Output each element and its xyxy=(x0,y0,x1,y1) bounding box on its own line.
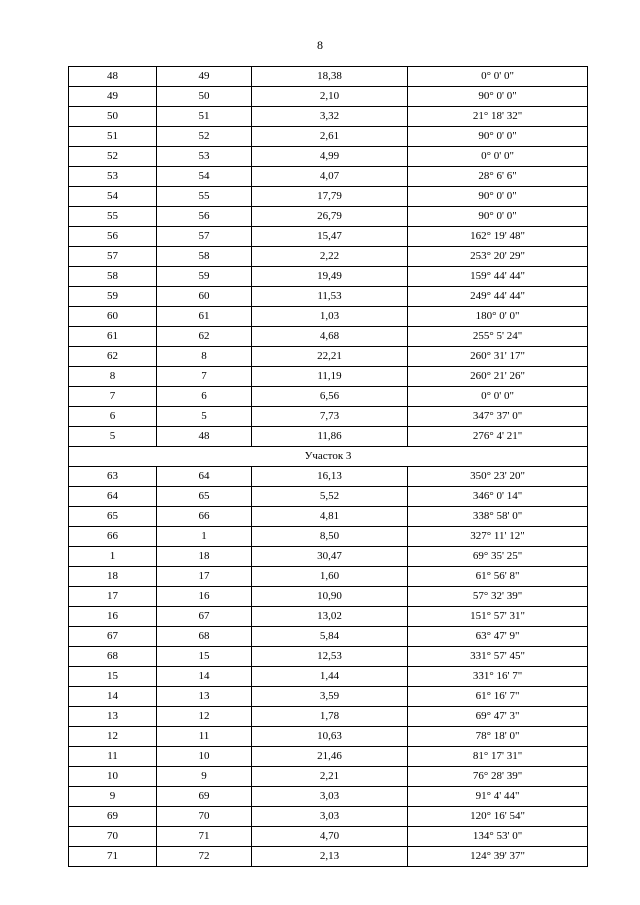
point-from-cell: 53 xyxy=(69,167,157,187)
point-from-cell: 69 xyxy=(69,807,157,827)
bearing-cell: 124° 39' 37" xyxy=(408,847,588,867)
table-row xyxy=(69,427,588,447)
point-from-cell: 6 xyxy=(69,407,157,427)
table-row xyxy=(69,707,588,727)
point-from-cell: 13 xyxy=(69,707,157,727)
distance-cell: 19,49 xyxy=(252,267,408,287)
bearing-cell: 327° 11' 12" xyxy=(408,527,588,547)
bearing-cell: 159° 44' 44" xyxy=(408,267,588,287)
table-row xyxy=(69,767,588,787)
bearing-cell: 151° 57' 31" xyxy=(408,607,588,627)
bearing-cell: 120° 16' 54" xyxy=(408,807,588,827)
point-to-cell: 14 xyxy=(157,667,252,687)
distance-cell: 2,21 xyxy=(252,767,408,787)
table-row xyxy=(69,587,588,607)
point-from-cell: 8 xyxy=(69,367,157,387)
section-title: Участок 3 xyxy=(69,447,588,467)
point-from-cell: 49 xyxy=(69,87,157,107)
point-to-cell: 55 xyxy=(157,187,252,207)
point-to-cell: 11 xyxy=(157,727,252,747)
point-from-cell: 18 xyxy=(69,567,157,587)
coordinates-table xyxy=(68,66,588,867)
point-from-cell: 68 xyxy=(69,647,157,667)
table-row xyxy=(69,327,588,347)
distance-cell: 11,53 xyxy=(252,287,408,307)
bearing-cell: 260° 31' 17" xyxy=(408,347,588,367)
point-from-cell: 52 xyxy=(69,147,157,167)
bearing-cell: 28° 6' 6" xyxy=(408,167,588,187)
point-to-cell: 59 xyxy=(157,267,252,287)
table-row xyxy=(69,687,588,707)
distance-cell: 4,99 xyxy=(252,147,408,167)
table-row xyxy=(69,387,588,407)
point-from-cell: 54 xyxy=(69,187,157,207)
table-row xyxy=(69,487,588,507)
table-row xyxy=(69,287,588,307)
point-to-cell: 18 xyxy=(157,547,252,567)
table-row xyxy=(69,727,588,747)
distance-cell: 10,90 xyxy=(252,587,408,607)
distance-cell: 4,68 xyxy=(252,327,408,347)
distance-cell: 2,22 xyxy=(252,247,408,267)
distance-cell: 1,78 xyxy=(252,707,408,727)
point-from-cell: 1 xyxy=(69,547,157,567)
table-row xyxy=(69,187,588,207)
point-to-cell: 54 xyxy=(157,167,252,187)
bearing-cell: 331° 16' 7" xyxy=(408,667,588,687)
bearing-cell: 61° 56' 8" xyxy=(408,567,588,587)
table-row xyxy=(69,607,588,627)
distance-cell: 15,47 xyxy=(252,227,408,247)
point-to-cell: 50 xyxy=(157,87,252,107)
distance-cell: 5,84 xyxy=(252,627,408,647)
bearing-cell: 180° 0' 0" xyxy=(408,307,588,327)
point-from-cell: 64 xyxy=(69,487,157,507)
point-to-cell: 49 xyxy=(157,67,252,87)
table-row xyxy=(69,167,588,187)
bearing-cell: 346° 0' 14" xyxy=(408,487,588,507)
bearing-cell: 134° 53' 0" xyxy=(408,827,588,847)
table-row xyxy=(69,87,588,107)
distance-cell: 4,70 xyxy=(252,827,408,847)
distance-cell: 1,60 xyxy=(252,567,408,587)
point-to-cell: 9 xyxy=(157,767,252,787)
point-to-cell: 66 xyxy=(157,507,252,527)
distance-cell: 18,38 xyxy=(252,67,408,87)
point-to-cell: 12 xyxy=(157,707,252,727)
table-row xyxy=(69,527,588,547)
distance-cell: 1,03 xyxy=(252,307,408,327)
point-to-cell: 10 xyxy=(157,747,252,767)
point-from-cell: 59 xyxy=(69,287,157,307)
point-to-cell: 48 xyxy=(157,427,252,447)
distance-cell: 6,56 xyxy=(252,387,408,407)
point-from-cell: 11 xyxy=(69,747,157,767)
table-row xyxy=(69,147,588,167)
table-row xyxy=(69,267,588,287)
point-from-cell: 62 xyxy=(69,347,157,367)
point-to-cell: 67 xyxy=(157,607,252,627)
point-from-cell: 58 xyxy=(69,267,157,287)
point-from-cell: 67 xyxy=(69,627,157,647)
coordinates-table-body xyxy=(69,67,588,867)
distance-cell: 7,73 xyxy=(252,407,408,427)
point-to-cell: 65 xyxy=(157,487,252,507)
bearing-cell: 90° 0' 0" xyxy=(408,127,588,147)
table-row xyxy=(69,347,588,367)
table-row xyxy=(69,627,588,647)
point-to-cell: 70 xyxy=(157,807,252,827)
point-to-cell: 6 xyxy=(157,387,252,407)
point-to-cell: 15 xyxy=(157,647,252,667)
point-to-cell: 71 xyxy=(157,827,252,847)
point-from-cell: 56 xyxy=(69,227,157,247)
point-from-cell: 12 xyxy=(69,727,157,747)
distance-cell: 2,13 xyxy=(252,847,408,867)
point-from-cell: 61 xyxy=(69,327,157,347)
bearing-cell: 0° 0' 0" xyxy=(408,67,588,87)
bearing-cell: 350° 23' 20" xyxy=(408,467,588,487)
table-row xyxy=(69,667,588,687)
point-to-cell: 1 xyxy=(157,527,252,547)
distance-cell: 21,46 xyxy=(252,747,408,767)
bearing-cell: 21° 18' 32" xyxy=(408,107,588,127)
point-to-cell: 7 xyxy=(157,367,252,387)
point-from-cell: 55 xyxy=(69,207,157,227)
point-to-cell: 53 xyxy=(157,147,252,167)
distance-cell: 3,03 xyxy=(252,807,408,827)
point-to-cell: 68 xyxy=(157,627,252,647)
bearing-cell: 0° 0' 0" xyxy=(408,147,588,167)
table-row xyxy=(69,547,588,567)
point-from-cell: 5 xyxy=(69,427,157,447)
point-from-cell: 10 xyxy=(69,767,157,787)
point-to-cell: 5 xyxy=(157,407,252,427)
table-row xyxy=(69,367,588,387)
distance-cell: 11,86 xyxy=(252,427,408,447)
distance-cell: 2,61 xyxy=(252,127,408,147)
distance-cell: 3,59 xyxy=(252,687,408,707)
bearing-cell: 90° 0' 0" xyxy=(408,187,588,207)
point-to-cell: 17 xyxy=(157,567,252,587)
bearing-cell: 61° 16' 7" xyxy=(408,687,588,707)
point-from-cell: 63 xyxy=(69,467,157,487)
point-to-cell: 52 xyxy=(157,127,252,147)
point-to-cell: 13 xyxy=(157,687,252,707)
distance-cell: 4,07 xyxy=(252,167,408,187)
distance-cell: 8,50 xyxy=(252,527,408,547)
bearing-cell: 63° 47' 9" xyxy=(408,627,588,647)
bearing-cell: 249° 44' 44" xyxy=(408,287,588,307)
point-from-cell: 17 xyxy=(69,587,157,607)
bearing-cell: 76° 28' 39" xyxy=(408,767,588,787)
point-from-cell: 15 xyxy=(69,667,157,687)
table-row xyxy=(69,107,588,127)
page-number: 8 xyxy=(317,38,323,52)
point-from-cell: 16 xyxy=(69,607,157,627)
table-row xyxy=(69,467,588,487)
point-to-cell: 16 xyxy=(157,587,252,607)
point-to-cell: 8 xyxy=(157,347,252,367)
distance-cell: 26,79 xyxy=(252,207,408,227)
bearing-cell: 90° 0' 0" xyxy=(408,207,588,227)
table-row xyxy=(69,247,588,267)
point-from-cell: 48 xyxy=(69,67,157,87)
table-row xyxy=(69,787,588,807)
distance-cell: 13,02 xyxy=(252,607,408,627)
table-row xyxy=(69,307,588,327)
point-from-cell: 50 xyxy=(69,107,157,127)
bearing-cell: 78° 18' 0" xyxy=(408,727,588,747)
point-from-cell: 9 xyxy=(69,787,157,807)
bearing-cell: 69° 47' 3" xyxy=(408,707,588,727)
distance-cell: 4,81 xyxy=(252,507,408,527)
table-row xyxy=(69,127,588,147)
bearing-cell: 331° 57' 45" xyxy=(408,647,588,667)
distance-cell: 16,13 xyxy=(252,467,408,487)
bearing-cell: 253° 20' 29" xyxy=(408,247,588,267)
bearing-cell: 162° 19' 48" xyxy=(408,227,588,247)
point-to-cell: 56 xyxy=(157,207,252,227)
distance-cell: 17,79 xyxy=(252,187,408,207)
section-header-row xyxy=(69,447,588,467)
point-to-cell: 62 xyxy=(157,327,252,347)
distance-cell: 3,03 xyxy=(252,787,408,807)
point-from-cell: 14 xyxy=(69,687,157,707)
bearing-cell: 0° 0' 0" xyxy=(408,387,588,407)
point-from-cell: 66 xyxy=(69,527,157,547)
point-from-cell: 71 xyxy=(69,847,157,867)
table-row xyxy=(69,67,588,87)
bearing-cell: 276° 4' 21" xyxy=(408,427,588,447)
bearing-cell: 338° 58' 0" xyxy=(408,507,588,527)
distance-cell: 12,53 xyxy=(252,647,408,667)
bearing-cell: 90° 0' 0" xyxy=(408,87,588,107)
point-from-cell: 7 xyxy=(69,387,157,407)
point-to-cell: 57 xyxy=(157,227,252,247)
point-from-cell: 70 xyxy=(69,827,157,847)
table-row xyxy=(69,567,588,587)
point-to-cell: 60 xyxy=(157,287,252,307)
bearing-cell: 91° 4' 44" xyxy=(408,787,588,807)
point-to-cell: 61 xyxy=(157,307,252,327)
point-to-cell: 58 xyxy=(157,247,252,267)
bearing-cell: 69° 35' 25" xyxy=(408,547,588,567)
distance-cell: 10,63 xyxy=(252,727,408,747)
point-from-cell: 51 xyxy=(69,127,157,147)
bearing-cell: 57° 32' 39" xyxy=(408,587,588,607)
point-from-cell: 57 xyxy=(69,247,157,267)
bearing-cell: 255° 5' 24" xyxy=(408,327,588,347)
distance-cell: 22,21 xyxy=(252,347,408,367)
table-row xyxy=(69,847,588,867)
bearing-cell: 260° 21' 26" xyxy=(408,367,588,387)
distance-cell: 5,52 xyxy=(252,487,408,507)
point-to-cell: 72 xyxy=(157,847,252,867)
table-row xyxy=(69,407,588,427)
distance-cell: 30,47 xyxy=(252,547,408,567)
distance-cell: 1,44 xyxy=(252,667,408,687)
point-to-cell: 64 xyxy=(157,467,252,487)
bearing-cell: 347° 37' 0" xyxy=(408,407,588,427)
table-row xyxy=(69,807,588,827)
table-row xyxy=(69,827,588,847)
point-to-cell: 51 xyxy=(157,107,252,127)
table-row xyxy=(69,747,588,767)
distance-cell: 3,32 xyxy=(252,107,408,127)
distance-cell: 11,19 xyxy=(252,367,408,387)
table-row xyxy=(69,647,588,667)
distance-cell: 2,10 xyxy=(252,87,408,107)
point-from-cell: 60 xyxy=(69,307,157,327)
table-row xyxy=(69,207,588,227)
table-row xyxy=(69,227,588,247)
table-row xyxy=(69,507,588,527)
point-to-cell: 69 xyxy=(157,787,252,807)
point-from-cell: 65 xyxy=(69,507,157,527)
bearing-cell: 81° 17' 31" xyxy=(408,747,588,767)
